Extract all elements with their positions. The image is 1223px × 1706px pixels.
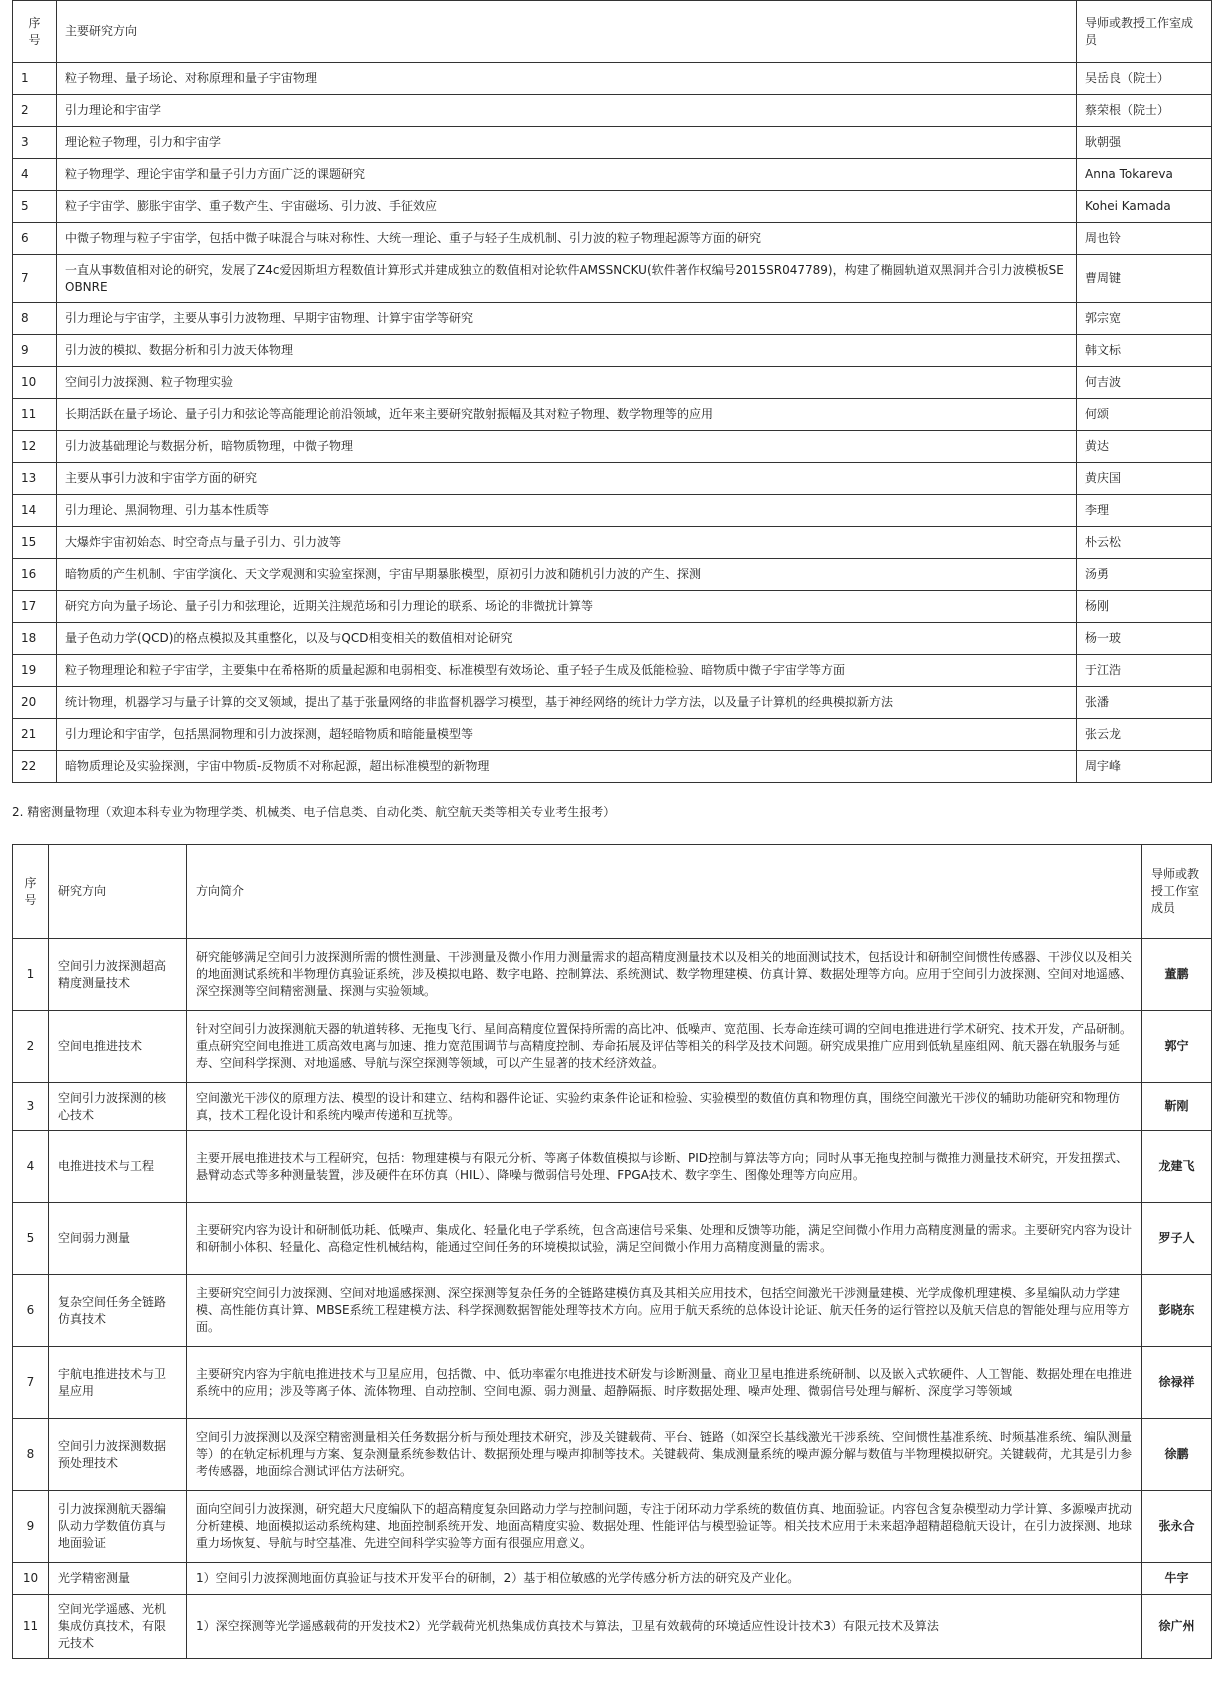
header-advisor: 导师或教授工作室成员 [1077,1,1212,63]
row-advisor: 牛宇 [1142,1563,1212,1595]
row-direction: 引力波的模拟、数据分析和引力波天体物理 [57,335,1077,367]
row-direction: 空间弱力测量 [49,1203,187,1275]
table-row [13,1131,1212,1203]
header-direction: 研究方向 [49,845,187,939]
row-direction: 量子色动力学(QCD)的格点模拟及其重整化，以及与QCD相变相关的数值相对论研究 [57,623,1077,655]
row-advisor: 曹周键 [1077,255,1212,303]
table-row [13,1275,1212,1347]
table-row [13,335,1212,367]
header-advisor: 导师或教授工作室成员 [1142,845,1212,939]
precision-measurement-table [12,844,1212,1659]
row-advisor: 何颂 [1077,399,1212,431]
row-index: 2 [13,1011,49,1083]
row-index: 15 [13,527,57,559]
row-intro: 研究能够满足空间引力波探测所需的惯性测量、干涉测量及微小作用力测量需求的超高精度测量技术以及相关的地面测试技术，包括设计和研制空间惯性传感器、干涉仪以及相关的地面测试系统和半物理仿真验证系统，涉及模拟电路、数字电路、控制算法、系统测试、数学物理建模、仿真计算、数据处理等方向。应用于空间引力波探测、空间对地遥感、深空探测等空间精密测量、探测与实验领域。 [187,939,1142,1011]
table-row [13,559,1212,591]
row-advisor: 黄庆国 [1077,463,1212,495]
table-row [13,687,1212,719]
row-direction: 空间引力波探测、粒子物理实验 [57,367,1077,399]
row-advisor: 罗子人 [1142,1203,1212,1275]
table-row [13,431,1212,463]
table-row [13,1083,1212,1131]
table-header-row [13,1,1212,63]
row-direction: 暗物质理论及实验探测，宇宙中物质-反物质不对称起源，超出标准模型的新物理 [57,751,1077,783]
table-row [13,719,1212,751]
table-header-row [13,845,1212,939]
row-index: 18 [13,623,57,655]
table-row [13,1347,1212,1419]
row-index: 22 [13,751,57,783]
row-direction: 大爆炸宇宙初始态、时空奇点与量子引力、引力波等 [57,527,1077,559]
row-advisor: 耿朝强 [1077,127,1212,159]
row-advisor: 李理 [1077,495,1212,527]
research-directions-table [12,0,1212,783]
row-index: 11 [13,1595,49,1659]
row-advisor: 汤勇 [1077,559,1212,591]
row-intro: 针对空间引力波探测航天器的轨道转移、无拖曳飞行、星间高精度位置保持所需的高比冲、低噪声、宽范围、长寿命连续可调的空间电推进进行学术研究、技术开发，产品研制。重点研究空间电推进工质高效电离与加速、推力宽范围调节与高精度控制、寿命拓展及评估等相关的科学及技术问题。研究成果推广应用到低轨星座组网、航天器在轨服务与延寿、空间科学探测、对地遥感、导航与深空探测等领域，可以产生显著的技术经济效益。 [187,1011,1142,1083]
row-intro: 主要研究空间引力波探测、空间对地遥感探测、深空探测等复杂任务的全链路建模仿真及其相关应用技术，包括空间激光干涉测量建模、光学成像机理建模、多星编队动力学建模、高性能仿真计算、MBSE系统工程建模方法、科学探测数据智能处理等技术方向。应用于航天系统的总体设计论证、航天任务的运行管控以及航天信息的智能处理与应用等方面。 [187,1275,1142,1347]
row-direction: 引力波基础理论与数据分析，暗物质物理，中微子物理 [57,431,1077,463]
row-direction: 引力波探测航天器编队动力学数值仿真与地面验证 [49,1491,187,1563]
row-index: 10 [13,1563,49,1595]
table-row [13,1563,1212,1595]
row-advisor: 于江浩 [1077,655,1212,687]
row-intro: 1）深空探测等光学遥感载荷的开发技术2）光学载荷光机热集成仿真技术与算法，卫星有效载荷的环境适应性设计技术3）有限元技术及算法 [187,1595,1142,1659]
row-index: 7 [13,1347,49,1419]
row-advisor: 徐广州 [1142,1595,1212,1659]
row-intro: 1）空间引力波探测地面仿真验证与技术开发平台的研制，2）基于相位敏感的光学传感分析方法的研究及产业化。 [187,1563,1142,1595]
table-row [13,63,1212,95]
row-direction: 研究方向为量子场论、量子引力和弦理论，近期关注规范场和引力理论的联系、场论的非微扰计算等 [57,591,1077,623]
row-index: 6 [13,1275,49,1347]
table-row [13,655,1212,687]
row-direction: 粒子宇宙学、膨胀宇宙学、重子数产生、宇宙磁场、引力波、手征效应 [57,191,1077,223]
row-index: 19 [13,655,57,687]
row-advisor: 郭宗宽 [1077,303,1212,335]
row-advisor: 郭宁 [1142,1011,1212,1083]
row-direction: 复杂空间任务全链路仿真技术 [49,1275,187,1347]
row-direction: 空间引力波探测数据预处理技术 [49,1419,187,1491]
row-index: 12 [13,431,57,463]
row-advisor: 何吉波 [1077,367,1212,399]
row-direction: 引力理论与宇宙学，主要从事引力波物理、早期宇宙物理、计算宇宙学等研究 [57,303,1077,335]
row-direction: 宇航电推进技术与卫星应用 [49,1347,187,1419]
row-advisor: Anna Tokareva [1077,159,1212,191]
row-advisor: Kohei Kamada [1077,191,1212,223]
row-direction: 引力理论和宇宙学，包括黑洞物理和引力波探测，超轻暗物质和暗能量模型等 [57,719,1077,751]
row-advisor: 徐鹏 [1142,1419,1212,1491]
row-intro: 空间引力波探测以及深空精密测量相关任务数据分析与预处理技术研究，涉及关键载荷、平台、链路（如深空长基线激光干涉系统、空间惯性基准系统、时频基准系统、编队测量等）的在轨定标机理与方案、复杂测量系统参数估计、数据预处理与噪声抑制等技术。关键载荷、集成测量系统的噪声源分解与数值与半物理模拟研究。关键载荷，尤其是引力参考传感器，地面综合测试评估方法研究。 [187,1419,1142,1491]
row-index: 5 [13,1203,49,1275]
row-direction: 空间光学遥感、光机集成仿真技术，有限元技术 [49,1595,187,1659]
row-direction: 空间引力波探测超高精度测量技术 [49,939,187,1011]
row-advisor: 黄达 [1077,431,1212,463]
row-direction: 电推进技术与工程 [49,1131,187,1203]
row-index: 1 [13,63,57,95]
row-index: 14 [13,495,57,527]
header-index: 序 号 [13,1,57,63]
table-row [13,623,1212,655]
table-row [13,495,1212,527]
row-index: 3 [13,1083,49,1131]
row-direction: 引力理论、黑洞物理、引力基本性质等 [57,495,1077,527]
table-row [13,527,1212,559]
table-row [13,1011,1212,1083]
row-direction: 光学精密测量 [49,1563,187,1595]
table-row [13,367,1212,399]
table-row [13,95,1212,127]
table-row [13,399,1212,431]
row-advisor: 彭晓东 [1142,1275,1212,1347]
table-row [13,1203,1212,1275]
header-intro: 方向简介 [187,845,1142,939]
table-row [13,1419,1212,1491]
row-direction: 主要从事引力波和宇宙学方面的研究 [57,463,1077,495]
row-advisor: 杨一玻 [1077,623,1212,655]
table-row [13,751,1212,783]
row-index: 4 [13,1131,49,1203]
row-advisor: 杨刚 [1077,591,1212,623]
row-index: 7 [13,255,57,303]
table-row [13,463,1212,495]
row-intro: 空间激光干涉仪的原理方法、模型的设计和建立、结构和器件论证、实验约束条件论证和检验、实验模型的数值仿真和物理仿真，围绕空间激光干涉仪的辅助功能研究和物理仿真，技术工程化设计和系统内噪声传递和互扰等。 [187,1083,1142,1131]
row-index: 1 [13,939,49,1011]
table-row [13,159,1212,191]
row-direction: 粒子物理理论和粒子宇宙学，主要集中在希格斯的质量起源和电弱相变、标准模型有效场论、重子轻子生成及低能检验、暗物质中微子宇宙学等方面 [57,655,1077,687]
row-intro: 主要研究内容为宇航电推进技术与卫星应用，包括微、中、低功率霍尔电推进技术研发与诊断测量、商业卫星电推进系统研制、以及嵌入式软硬件、人工智能、数据处理在电推进系统中的应用；涉及等离子体、流体物理、自动控制、空间电源、弱力测量、超静隔振、时序数据处理、噪声处理、微弱信号处理与解析、深度学习等领域 [187,1347,1142,1419]
row-intro: 主要研究内容为设计和研制低功耗、低噪声、集成化、轻量化电子学系统，包含高速信号采集、处理和反馈等功能，满足空间微小作用力高精度测量的需求。主要研究内容为设计和研制小体积、轻量化、高稳定性机械结构，能通过空间任务的环境模拟试验，满足空间微小作用力高精度测量的需求。 [187,1203,1142,1275]
row-index: 11 [13,399,57,431]
row-direction: 引力理论和宇宙学 [57,95,1077,127]
table-row [13,1491,1212,1563]
row-index: 5 [13,191,57,223]
row-advisor: 张永合 [1142,1491,1212,1563]
table-row [13,303,1212,335]
row-advisor: 韩文标 [1077,335,1212,367]
row-advisor: 周宇峰 [1077,751,1212,783]
row-index: 10 [13,367,57,399]
row-index: 13 [13,463,57,495]
section-2-caption: 2. 精密测量物理（欢迎本科专业为物理学类、机械类、电子信息类、自动化类、航空航天类等相关专业考生报考） [12,805,616,819]
table-row [13,127,1212,159]
table-row [13,1595,1212,1659]
row-advisor: 周也铃 [1077,223,1212,255]
row-direction: 统计物理，机器学习与量子计算的交叉领域，提出了基于张量网络的非监督机器学习模型，基于神经网络的统计力学方法，以及量子计算机的经典模拟新方法 [57,687,1077,719]
row-index: 17 [13,591,57,623]
row-index: 4 [13,159,57,191]
row-direction: 长期活跃在量子场论、量子引力和弦论等高能理论前沿领域，近年来主要研究散射振幅及其对粒子物理、数学物理等的应用 [57,399,1077,431]
table-row [13,591,1212,623]
row-direction: 中微子物理与粒子宇宙学，包括中微子味混合与味对称性、大统一理论、重子与轻子生成机制、引力波的粒子物理起源等方面的研究 [57,223,1077,255]
row-direction: 空间电推进技术 [49,1011,187,1083]
row-direction: 粒子物理、量子场论、对称原理和量子宇宙物理 [57,63,1077,95]
row-advisor: 蔡荣根（院士） [1077,95,1212,127]
row-advisor: 张潘 [1077,687,1212,719]
table-row [13,191,1212,223]
row-index: 16 [13,559,57,591]
row-direction: 一直从事数值相对论的研究，发展了Z4c爱因斯坦方程数值计算形式并建成独立的数值相对论软件AMSSNCKU(软件著作权编号2015SR047789)，构建了椭圆轨道双黑洞并合引力波模板SEOBNRE [57,255,1077,303]
header-direction: 主要研究方向 [57,1,1077,63]
row-direction: 理论粒子物理，引力和宇宙学 [57,127,1077,159]
row-index: 8 [13,1419,49,1491]
row-direction: 粒子物理学、理论宇宙学和量子引力方面广泛的课题研究 [57,159,1077,191]
row-index: 9 [13,1491,49,1563]
row-advisor: 龙建飞 [1142,1131,1212,1203]
header-index: 序 号 [13,845,49,939]
row-direction: 空间引力波探测的核心技术 [49,1083,187,1131]
row-direction: 暗物质的产生机制、宇宙学演化、天文学观测和实验室探测，宇宙早期暴胀模型，原初引力波和随机引力波的产生、探测 [57,559,1077,591]
row-index: 2 [13,95,57,127]
row-advisor: 徐禄祥 [1142,1347,1212,1419]
row-index: 20 [13,687,57,719]
row-index: 21 [13,719,57,751]
row-index: 9 [13,335,57,367]
table-row [13,255,1212,303]
row-index: 6 [13,223,57,255]
table-row [13,939,1212,1011]
row-advisor: 吴岳良（院士） [1077,63,1212,95]
row-index: 8 [13,303,57,335]
row-advisor: 朴云松 [1077,527,1212,559]
row-advisor: 张云龙 [1077,719,1212,751]
row-index: 3 [13,127,57,159]
row-intro: 主要开展电推进技术与工程研究，包括：物理建模与有限元分析、等离子体数值模拟与诊断、PID控制与算法等方向；同时从事无拖曳控制与微推力测量技术研究，开发扭摆式、悬臂动态式等多种测量装置，涉及硬件在环仿真（HIL）、降噪与微弱信号处理、FPGA技术、数字孪生、图像处理等方向应用。 [187,1131,1142,1203]
row-advisor: 靳刚 [1142,1083,1212,1131]
row-intro: 面向空间引力波探测，研究超大尺度编队下的超高精度复杂回路动力学与控制问题，专注于闭环动力学系统的数值仿真、地面验证。内容包含复杂模型动力学计算、多源噪声扰动分析建模、地面模拟运动系统构建、地面控制系统开发、地面高精度实验、数据处理、性能评估与模型验证等。相关技术应用于未来超净超精超稳航天设计，在引力波探测、地球重力场恢复、导航与时空基准、先进空间科学实验等方面有很强应用意义。 [187,1491,1142,1563]
table-row [13,223,1212,255]
row-advisor: 董鹏 [1142,939,1212,1011]
